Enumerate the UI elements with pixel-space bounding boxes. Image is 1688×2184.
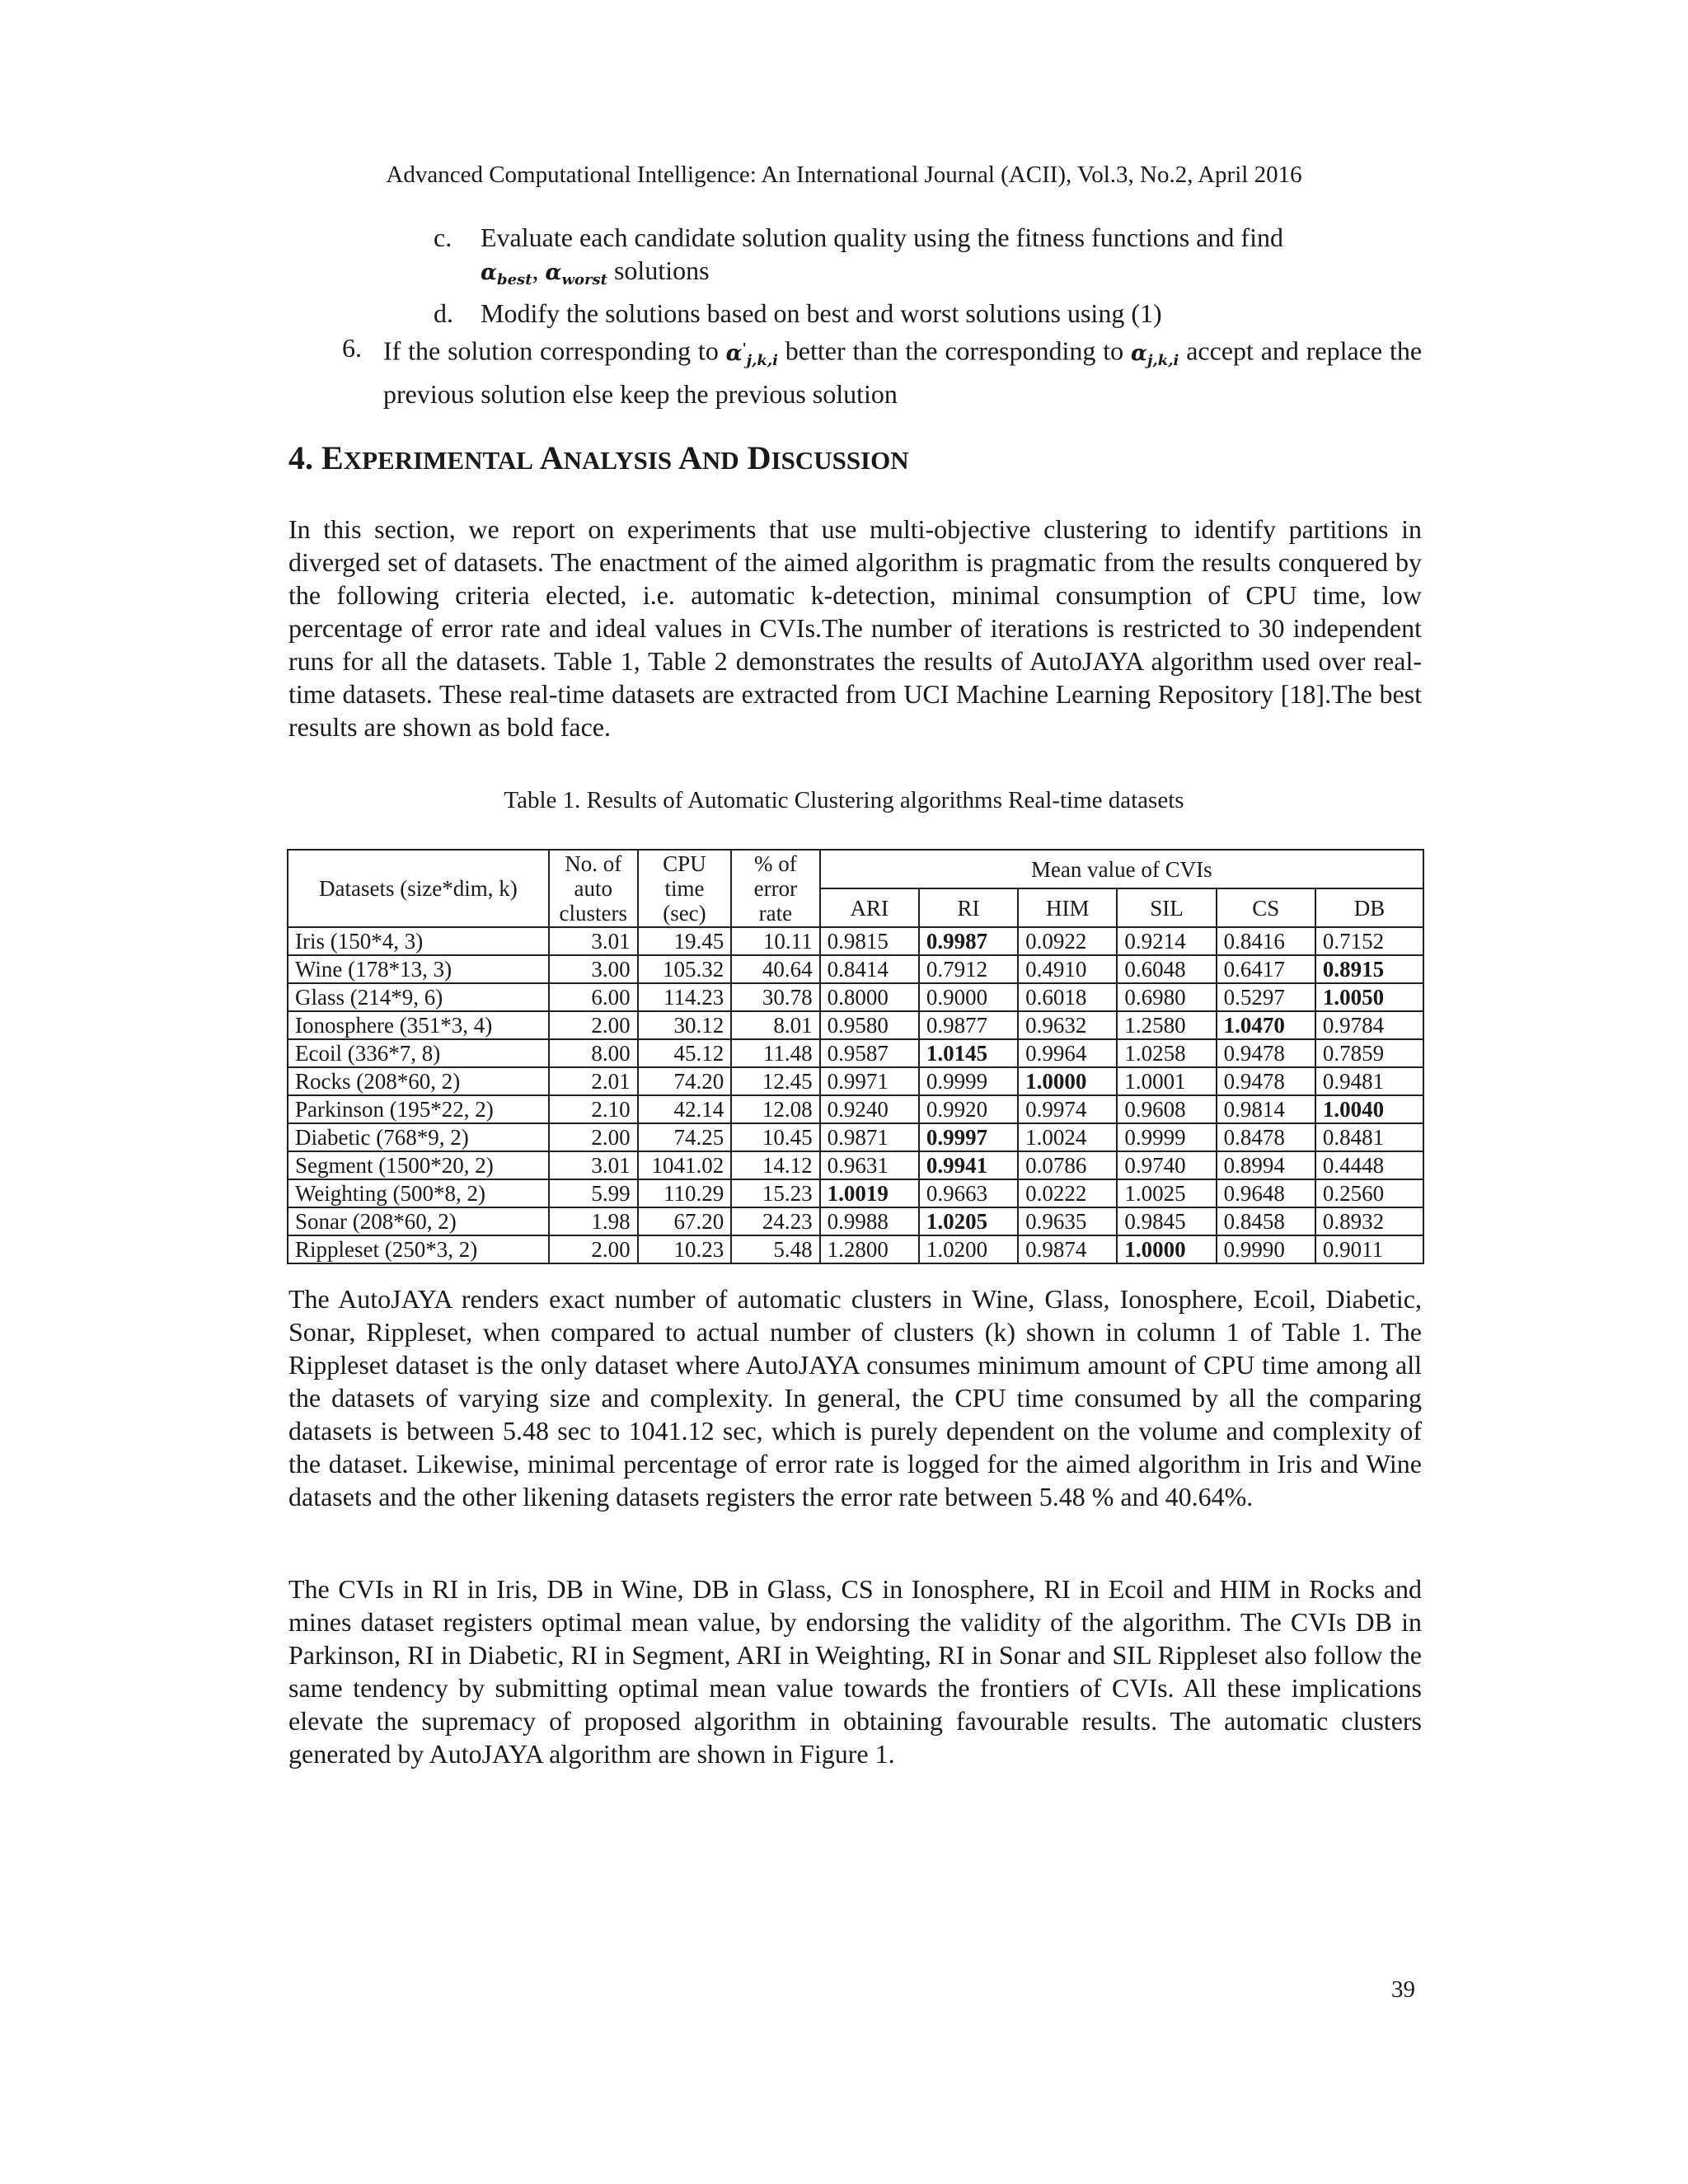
cvi-him-cell: 0.9632 — [1018, 1011, 1117, 1039]
cvi-db-cell: 1.0050 — [1315, 983, 1423, 1011]
cvi-db-cell: 1.0040 — [1315, 1095, 1423, 1123]
cvi-cs-cell: 0.9478 — [1217, 1067, 1315, 1095]
cvi-him-cell: 0.9964 — [1018, 1039, 1117, 1067]
table-row — [288, 1067, 1423, 1095]
cvi-cs-cell: 0.9814 — [1217, 1095, 1315, 1123]
cvi-cs-cell: 0.6417 — [1217, 955, 1315, 983]
section-heading: 4. EXPERIMENTAL ANALYSIS AND DISCUSSION — [288, 439, 909, 476]
cvi-cs-cell: 0.5297 — [1217, 983, 1315, 1011]
cvi-db-cell: 0.8481 — [1315, 1123, 1423, 1151]
error-rate-cell: 30.78 — [731, 983, 819, 1011]
step-c: c. Evaluate each candidate solution quality using the fitness functions and find $\alpha_{best}$, $\alpha_{worst}$ solutions — [434, 223, 1283, 289]
cvi-ri-cell: 0.9997 — [919, 1123, 1018, 1151]
cvi-ari-cell: 0.8414 — [820, 955, 919, 983]
dataset-cell: Weighting (500*8, 2) — [288, 1179, 549, 1207]
cvi-him-cell: 0.9635 — [1018, 1207, 1117, 1235]
table-row — [288, 1235, 1423, 1263]
dataset-cell: Iris (150*4, 3) — [288, 927, 549, 955]
dataset-cell: Sonar (208*60, 2) — [288, 1207, 549, 1235]
error-rate-cell: 15.23 — [731, 1179, 819, 1207]
header-cpu-time: CPU time (sec) — [638, 850, 732, 927]
dataset-cell: Diabetic (768*9, 2) — [288, 1123, 549, 1151]
error-rate-cell: 8.01 — [731, 1011, 819, 1039]
clusters-cell: 1.98 — [549, 1207, 638, 1235]
cvi-ari-cell: 1.0019 — [820, 1179, 919, 1207]
dataset-cell: Segment (1500*20, 2) — [288, 1151, 549, 1179]
cpu-time-cell: 42.14 — [638, 1095, 732, 1123]
cpu-time-cell: 19.45 — [638, 927, 732, 955]
cvi-sil-cell: 0.9845 — [1117, 1207, 1216, 1235]
cpu-time-cell: 74.25 — [638, 1123, 732, 1151]
dataset-cell: Glass (214*9, 6) — [288, 983, 549, 1011]
cvi-ri-cell: 0.9920 — [919, 1095, 1018, 1123]
table-caption: Table 1. Results of Automatic Clustering algorithms Real-time datasets — [504, 787, 1184, 813]
cvi-sil-cell: 0.9608 — [1117, 1095, 1216, 1123]
cvi-sil-cell: 1.0001 — [1117, 1067, 1216, 1095]
header-error-rate: % of error rate — [731, 850, 819, 927]
cvi-cs-cell: 0.8994 — [1217, 1151, 1315, 1179]
table-row — [288, 1179, 1423, 1207]
clusters-cell: 3.01 — [549, 1151, 638, 1179]
cvi-him-cell: 0.0222 — [1018, 1179, 1117, 1207]
cvi-sil-cell: 1.0000 — [1117, 1235, 1216, 1263]
cvi-sil-cell: 0.6048 — [1117, 955, 1216, 983]
clusters-cell: 2.00 — [549, 1123, 638, 1151]
cvi-him-cell: 0.9974 — [1018, 1095, 1117, 1123]
clusters-cell: 6.00 — [549, 983, 638, 1011]
step-text: If the solution corresponding to — [383, 335, 719, 366]
cvi-cs-cell: 1.0470 — [1217, 1011, 1315, 1039]
cvi-cs-cell: 0.9648 — [1217, 1179, 1315, 1207]
dataset-cell: Rocks (208*60, 2) — [288, 1067, 549, 1095]
cvi-cs-cell: 0.9990 — [1217, 1235, 1315, 1263]
cpu-time-cell: 114.23 — [638, 983, 732, 1011]
step-text: solutions — [613, 255, 710, 285]
cvi-db-cell: 0.9481 — [1315, 1067, 1423, 1095]
error-rate-cell: 12.08 — [731, 1095, 819, 1123]
cvi-ari-cell: 0.9988 — [820, 1207, 919, 1235]
page-number: 39 — [1391, 1976, 1415, 2003]
cvi-ri-cell: 0.9663 — [919, 1179, 1018, 1207]
table-row — [288, 1011, 1423, 1039]
cvi-sil-cell: 1.0258 — [1117, 1039, 1216, 1067]
cvi-db-cell: 0.7859 — [1315, 1039, 1423, 1067]
cvi-ari-cell: 0.9587 — [820, 1039, 919, 1067]
clusters-cell: 3.01 — [549, 927, 638, 955]
table-row — [288, 1095, 1423, 1123]
cvi-db-cell: 0.8932 — [1315, 1207, 1423, 1235]
clusters-cell: 8.00 — [549, 1039, 638, 1067]
clusters-cell: 2.00 — [549, 1011, 638, 1039]
cvi-db-cell: 0.9011 — [1315, 1235, 1423, 1263]
clusters-cell: 2.00 — [549, 1235, 638, 1263]
cpu-time-cell: 1041.02 — [638, 1151, 732, 1179]
error-rate-cell: 12.45 — [731, 1067, 819, 1095]
cvi-ari-cell: 0.9871 — [820, 1123, 919, 1151]
cvi-ri-cell: 1.0200 — [919, 1235, 1018, 1263]
step-text: better than the corresponding to — [785, 335, 1124, 366]
error-rate-cell: 10.11 — [731, 927, 819, 955]
alpha-old-symbol: $\alpha_{j,k,i}$ — [1130, 340, 1179, 370]
cvi-ari-cell: 0.9580 — [820, 1011, 919, 1039]
cvi-ari-cell: 0.8000 — [820, 983, 919, 1011]
cvi-sil-cell: 0.9999 — [1117, 1123, 1216, 1151]
cvi-him-cell: 1.0024 — [1018, 1123, 1117, 1151]
header-cvi-db: DB — [1315, 888, 1423, 927]
dataset-cell: Ecoil (336*7, 8) — [288, 1039, 549, 1067]
cpu-time-cell: 67.20 — [638, 1207, 732, 1235]
step-marker: 6. — [342, 333, 362, 363]
cvi-him-cell: 0.0786 — [1018, 1151, 1117, 1179]
header-mean-cvis: Mean value of CVIs — [820, 850, 1423, 888]
cvi-ari-cell: 0.9631 — [820, 1151, 919, 1179]
cvi-db-cell: 0.7152 — [1315, 927, 1423, 955]
cvi-db-cell: 0.8915 — [1315, 955, 1423, 983]
step-6 — [288, 331, 1422, 410]
cvi-him-cell: 0.4910 — [1018, 955, 1117, 983]
cvi-ari-cell: 0.9971 — [820, 1067, 919, 1095]
cvi-sil-cell: 0.6980 — [1117, 983, 1216, 1011]
cvi-ri-cell: 0.7912 — [919, 955, 1018, 983]
header-auto-clusters: No. of auto clusters — [549, 850, 638, 927]
cvi-ri-cell: 0.9987 — [919, 927, 1018, 955]
header-cvi-ari: ARI — [820, 888, 919, 927]
discussion-paragraph-2: The CVIs in RI in Iris, DB in Wine, DB in Glass, CS in Ionosphere, RI in Ecoil and HIM in Rocks and mines dataset registers optimal mean value, by endorsing the validity of the algorithm. The CVIs DB in Parkinson, RI in Diabetic, RI in Segment, ARI in Weighting, RI in Sonar and SIL Rippleset also follow the same tendency by submitting optimal mean value towards the frontiers of CVIs. All these implications elevate the supremacy of proposed algorithm in obtaining favourable results. The automatic clusters generated by AutoJAYA algorithm are shown in Figure 1. — [288, 1574, 1422, 1769]
table-row — [288, 983, 1423, 1011]
cpu-time-cell: 110.29 — [638, 1179, 732, 1207]
error-rate-cell: 24.23 — [731, 1207, 819, 1235]
cvi-ri-cell: 1.0145 — [919, 1039, 1018, 1067]
results-table — [287, 849, 1424, 1264]
cvi-ari-cell: 0.9815 — [820, 927, 919, 955]
algorithm-steps — [288, 221, 1422, 410]
discussion-paragraph-1: The AutoJAYA renders exact number of automatic clusters in Wine, Glass, Ionosphere, Ecoil, Diabetic, Sonar, Rippleset, when compared to actual number of clusters (k) shown in column 1 of Table 1. The Rippleset dataset is the only dataset where AutoJAYA consumes minimum amount of CPU time among all the datasets of varying size and complexity. In general, the CPU time consumed by all the comparing datasets is between 5.48 sec to 1041.12 sec, which is purely dependent on the volume and complexity of the dataset. Likewise, minimal percentage of error rate is logged for the aimed algorithm in Iris and Wine datasets and the other likening datasets registers the error rate between 5.48 % and 40.64%. — [288, 1284, 1422, 1511]
cvi-ri-cell: 1.0205 — [919, 1207, 1018, 1235]
cvi-db-cell: 0.2560 — [1315, 1179, 1423, 1207]
header-datasets: Datasets (size*dim, k) — [288, 850, 549, 927]
cpu-time-cell: 45.12 — [638, 1039, 732, 1067]
step-text: accept and replace the previous solution else keep the previous solution — [383, 335, 1423, 410]
error-rate-cell: 5.48 — [731, 1235, 819, 1263]
cvi-him-cell: 0.6018 — [1018, 983, 1117, 1011]
cvi-ari-cell: 0.9240 — [820, 1095, 919, 1123]
table-row — [288, 1151, 1423, 1179]
cvi-ri-cell: 0.9941 — [919, 1151, 1018, 1179]
table-row — [288, 1123, 1423, 1151]
cvi-db-cell: 0.9784 — [1315, 1011, 1423, 1039]
step-d — [288, 297, 1422, 330]
table-row — [288, 927, 1423, 955]
clusters-cell: 5.99 — [549, 1179, 638, 1207]
step-text: Modify the solutions based on best and worst solutions using (1) — [481, 298, 1162, 329]
cvi-cs-cell: 0.8478 — [1217, 1123, 1315, 1151]
table-row — [288, 1207, 1423, 1235]
cvi-him-cell: 0.9874 — [1018, 1235, 1117, 1263]
cvi-cs-cell: 0.9478 — [1217, 1039, 1315, 1067]
cpu-time-cell: 74.20 — [638, 1067, 732, 1095]
cvi-ri-cell: 0.9999 — [919, 1067, 1018, 1095]
alpha-worst-symbol: $\alpha_{worst}$ — [545, 260, 607, 289]
dataset-cell: Parkinson (195*22, 2) — [288, 1095, 549, 1123]
clusters-cell: 3.00 — [549, 955, 638, 983]
alpha-new-symbol: $\alpha'_{j,k,i}$ — [725, 340, 778, 370]
dataset-cell: Rippleset (250*3, 2) — [288, 1235, 549, 1263]
step-marker: d. — [434, 298, 453, 329]
dataset-cell: Wine (178*13, 3) — [288, 955, 549, 983]
header-cvi-sil: SIL — [1117, 888, 1216, 927]
clusters-cell: 2.01 — [549, 1067, 638, 1095]
table-row — [288, 1039, 1423, 1067]
error-rate-cell: 14.12 — [731, 1151, 819, 1179]
cpu-time-cell: 10.23 — [638, 1235, 732, 1263]
cvi-ri-cell: 0.9000 — [919, 983, 1018, 1011]
table-row — [288, 955, 1423, 983]
cpu-time-cell: 105.32 — [638, 955, 732, 983]
header-cvi-ri: RI — [919, 888, 1018, 927]
cvi-sil-cell: 1.0025 — [1117, 1179, 1216, 1207]
error-rate-cell: 11.48 — [731, 1039, 819, 1067]
cvi-sil-cell: 1.2580 — [1117, 1011, 1216, 1039]
error-rate-cell: 10.45 — [731, 1123, 819, 1151]
running-header: Advanced Computational Intelligence: An International Journal (ACII), Vol.3, No.2, April 2016 — [386, 162, 1302, 188]
header-cvi-him: HIM — [1018, 888, 1117, 927]
cvi-sil-cell: 0.9740 — [1117, 1151, 1216, 1179]
cvi-him-cell: 1.0000 — [1018, 1067, 1117, 1095]
step-marker: c. — [434, 223, 452, 252]
cvi-cs-cell: 0.8458 — [1217, 1207, 1315, 1235]
step-text: Evaluate each candidate solution quality using the fitness functions and find — [481, 223, 1283, 252]
header-cvi-cs: CS — [1217, 888, 1315, 927]
clusters-cell: 2.10 — [549, 1095, 638, 1123]
cvi-him-cell: 0.0922 — [1018, 927, 1117, 955]
error-rate-cell: 40.64 — [731, 955, 819, 983]
dataset-cell: Ionosphere (351*3, 4) — [288, 1011, 549, 1039]
cvi-db-cell: 0.4448 — [1315, 1151, 1423, 1179]
alpha-best-symbol: $\alpha_{best}$ — [481, 260, 532, 289]
cvi-ari-cell: 1.2800 — [820, 1235, 919, 1263]
intro-paragraph: In this section, we report on experiments that use multi-objective clustering to identify partitions in diverged set of datasets. The enactment of the aimed algorithm is pragmatic from the results conquered by the following criteria elected, i.e. automatic k-detection, minimal consumption of CPU time, low percentage of error rate and ideal values in CVIs.The number of iterations is restricted to 30 independent runs for all the datasets. Table 1, Table 2 demonstrates the results of AutoJAYA algorithm used over real-time datasets. These real-time datasets are extracted from UCI Machine Learning Repository [18].The best results are shown as bold face. — [288, 514, 1422, 742]
cpu-time-cell: 30.12 — [638, 1011, 732, 1039]
cvi-sil-cell: 0.9214 — [1117, 927, 1216, 955]
cvi-ri-cell: 0.9877 — [919, 1011, 1018, 1039]
cvi-cs-cell: 0.8416 — [1217, 927, 1315, 955]
